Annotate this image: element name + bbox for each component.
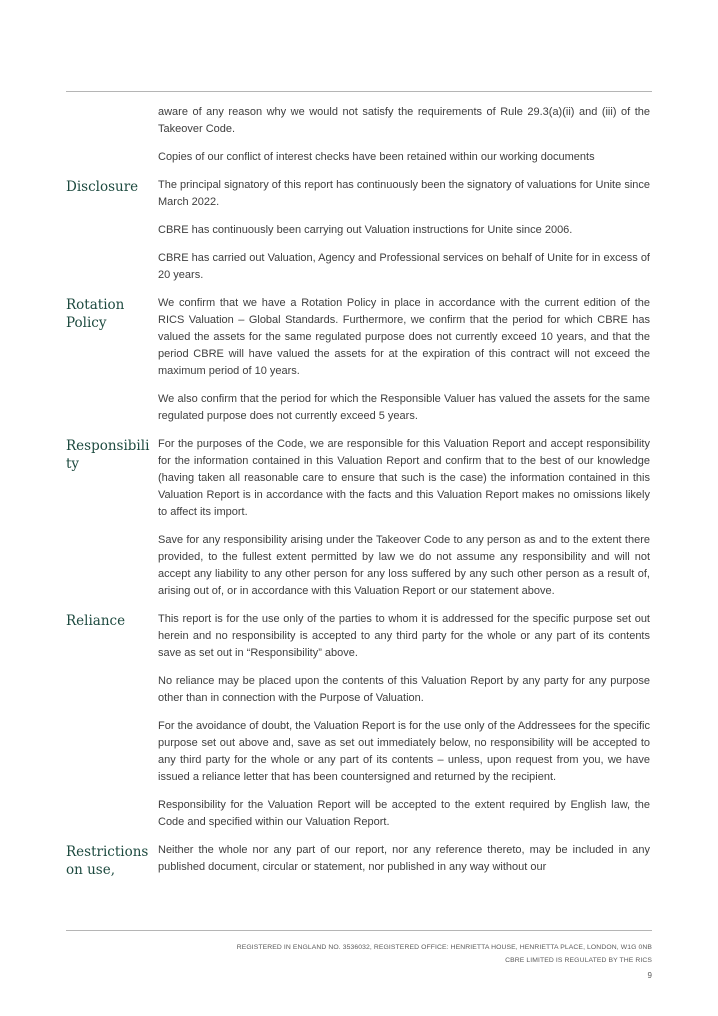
section-paragraphs [158,104,650,177]
paragraph: CBRE has continuously been carrying out Valuation instructions for Unite since 2006. [158,224,573,236]
paragraph: This report is for the use only of the parties to whom it is addressed for the specific purpose set out herein and no responsibility is accepted to any third party for the whole or any part of its contents save as set out in “Responsibility” above. [158,613,650,659]
paragraph: The principal signatory of this report has continuously been the signatory of valuations for Unite since March 2022. [158,179,650,208]
registration-text: REGISTERED IN ENGLAND NO. 3536032, REGISTERED OFFICE: HENRIETTA HOUSE, HENRIETTA PLACE, LONDON, W1G 0NB [236,944,652,951]
section-paragraphs [158,295,650,436]
paragraph: CBRE has carried out Valuation, Agency and Professional services on behalf of Unite for in excess of 20 years. [158,252,650,281]
section [66,177,652,295]
header-rule [66,91,652,92]
section-heading [66,104,158,105]
section-heading [66,436,158,473]
page-footer [92,941,652,982]
section-heading-line: Disclosure [66,179,139,195]
footer-rule [66,930,652,931]
paragraph: aware of any reason why we would not satisfy the requirements of Rule 29.3(a)(ii) and (iii) of the Takeover Code. [158,106,650,135]
paragraph: Neither the whole nor any part of our report, nor any reference thereto, may be included in any published document, circular or statement, nor published in any way without our [158,844,650,873]
paragraph: For the purposes of the Code, we are responsible for this Valuation Report and accept responsibility for the information contained in this Valuation Report and confirm that to the best of our knowledge (having taken all reasonable care to ensure that such is the case) the information contained in this Valuation Report is in accordance with the facts and this Valuation Report makes no omissions likely to affect its import. [158,438,650,518]
paragraph: For the avoidance of doubt, the Valuation Report is for the use only of the Addressees for the specific purpose set out above and, save as set out immediately below, no responsibility will be accepted to any third party for the whole or any part of its contents – unless, upon request from you, we have issued a reliance letter that has been countersigned and returned by the recipient. [158,720,650,783]
section-paragraphs [158,611,650,842]
paragraph: No reliance may be placed upon the contents of this Valuation Report by any party for any purpose other than in connection with the Purpose of Valuation. [158,675,650,704]
section-paragraphs [158,842,650,887]
section-paragraphs [158,436,650,611]
section-heading-line: Restrictions [66,844,149,860]
section-heading-line: Rotation [66,297,125,313]
section-heading-line: Reliance [66,613,126,629]
section-paragraphs [158,177,650,295]
section-heading [66,177,158,196]
regulation-text: CBRE LIMITED IS REGULATED BY THE RICS [505,957,652,964]
paragraph: Save for any responsibility arising under the Takeover Code to any person as and to the extent there provided, to the fullest extent permitted by law we do not assume any responsibility and will not accept any liability to any other person for any loss suffered by any such other person as a result of, arising out of, or in accordance with this Valuation Report or our statement above. [158,534,650,597]
section [66,295,652,436]
paragraph: Responsibility for the Valuation Report will be accepted to the extent required by English law, the Code and specified within our Valuation Report. [158,799,650,828]
section-heading-line: on use, [66,862,116,878]
section-heading-line: ty [66,456,80,472]
section [66,611,652,842]
section-heading [66,611,158,630]
section [66,104,652,177]
page-number: 9 [647,971,652,980]
section [66,842,652,887]
section-heading [66,842,158,879]
paragraph: Copies of our conflict of interest checks have been retained within our working documents [158,151,595,163]
section-heading-line: Policy [66,315,107,331]
section [66,436,652,611]
paragraph: We confirm that we have a Rotation Policy in place in accordance with the current edition of the RICS Valuation – Global Standards. Furthermore, we confirm that the period for which CBRE has valued the assets for the same regulated purpose does not currently exceed 10 years, and that the period CBRE will have valued the assets for at the expiration of this contract will not exceed the maximum period of 10 years. [158,297,650,377]
paragraph: We also confirm that the period for which the Responsible Valuer has valued the assets for the same regulated purpose does not currently exceed 5 years. [158,393,650,422]
section-heading-line: Responsibili [66,438,150,454]
section-heading [66,295,158,332]
report-body [66,104,652,887]
